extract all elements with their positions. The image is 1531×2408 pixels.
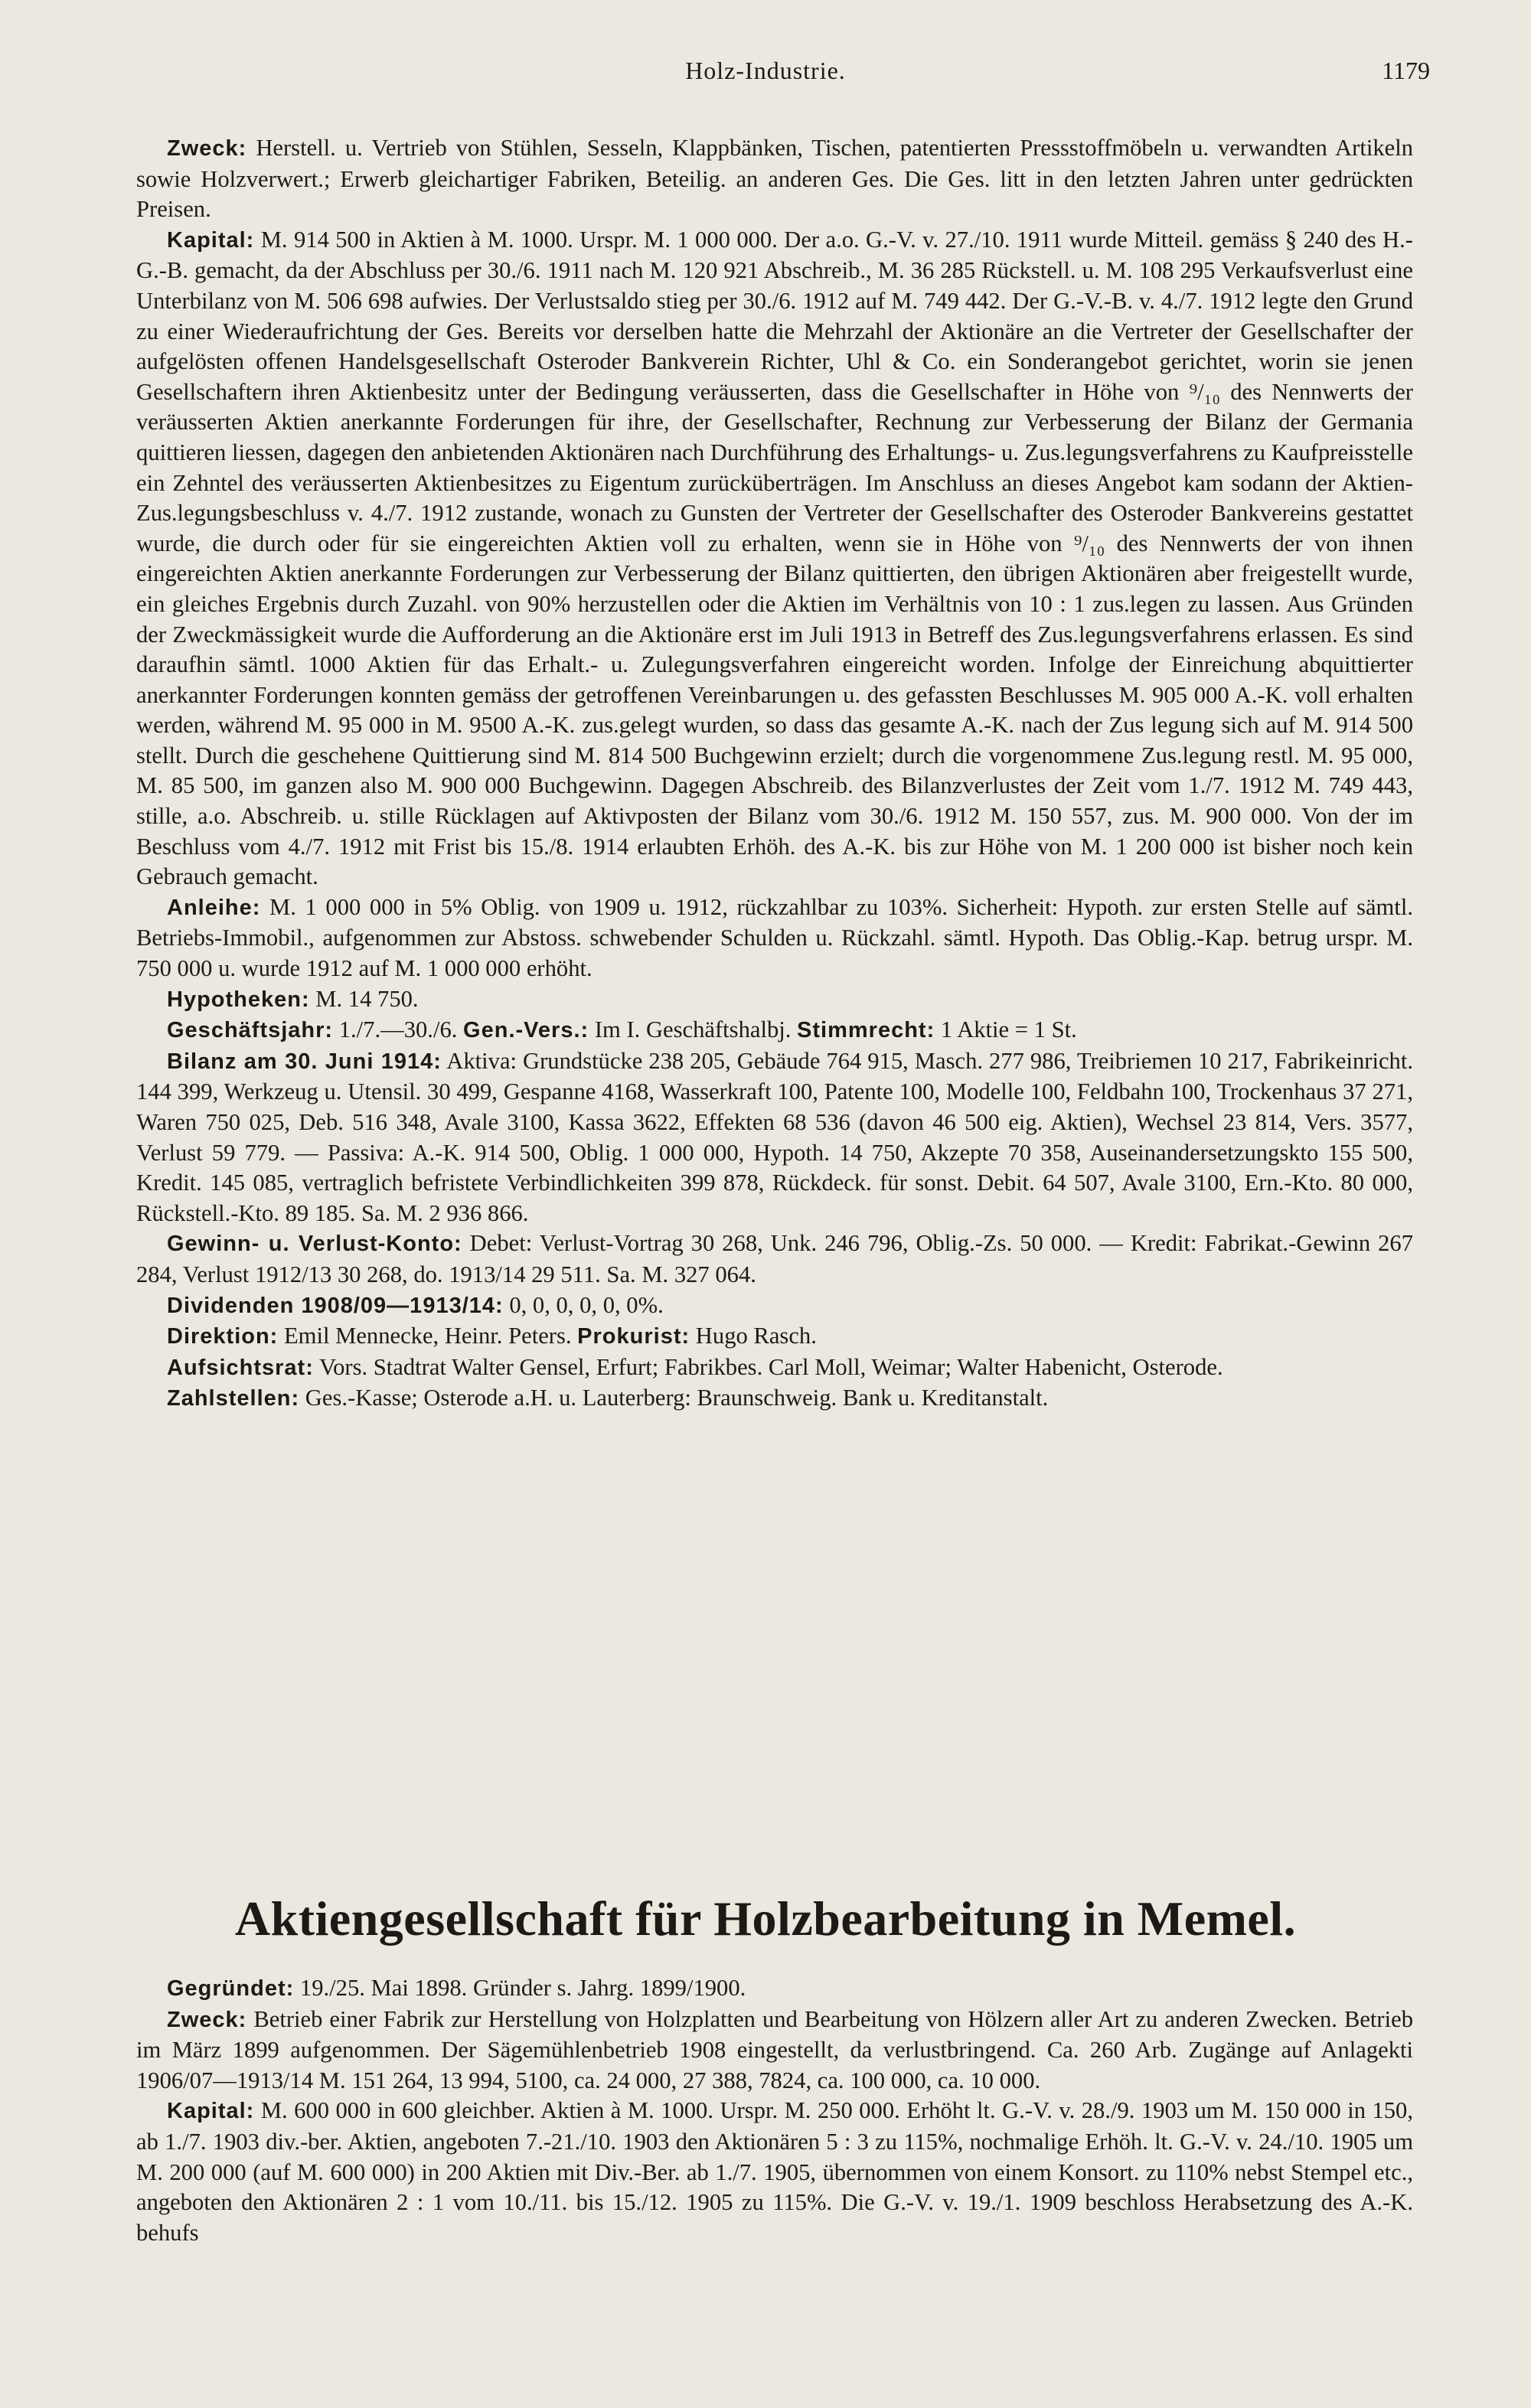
field-label: Dividenden 1908/09—1913/14: — [167, 1293, 504, 1318]
field-label: Direktion: — [167, 1324, 279, 1349]
field-text: Betrieb einer Fabrik zur Herstellung von Holzplatten und Bearbeitung von Hölzern aller Art zu anderen Zwecken. Betrieb im März 1899 aufgenommen. Der Sägemühlenbetrieb 1908 eingestellt, da verlustbringend. Ca. 260 Arb. Zugänge auf Anlagekti 1906/07—1913/14 M. 151 264, 13 994, 5100, ca. 24 000, 27 388, 7824, ca. 100 000, ca. 10 000. — [136, 2005, 1413, 2093]
field-text: 1 Aktie = 1 St. — [935, 1016, 1077, 1043]
field-label: Hypotheken: — [167, 987, 310, 1012]
field-text: 19./25. Mai 1898. Gründer s. Jahrg. 1899/1900. — [294, 1975, 746, 2001]
company-entry-memel — [136, 1973, 1413, 2248]
entry-paragraph-zweck — [136, 133, 1413, 225]
field-label: Geschäftsjahr: — [167, 1018, 334, 1043]
entry-paragraph-hypotheken — [136, 984, 1413, 1016]
field-label: Kapital: — [167, 2099, 255, 2124]
entry-paragraph-dividenden — [136, 1290, 1413, 1322]
field-label: Zahlstellen: — [167, 1386, 300, 1411]
entry-paragraph-kapital — [136, 225, 1413, 892]
field-text: Herstell. u. Vertrieb von Stühlen, Sesseln, Klappbänken, Tischen, patentierten Pressstoffmöbeln u. verwandten Artikeln sowie Holzverwert.; Erwerb gleichartiger Fabriken, Beteilig. an anderen Ges. Die Ges. litt in den letzten Jahren unter gedrückten Preisen. — [136, 135, 1413, 223]
running-head-title: Holz-Industrie. — [685, 57, 846, 84]
field-text: Hugo Rasch. — [690, 1323, 817, 1349]
entry-paragraph-gegruendet — [136, 1973, 1413, 2005]
field-label: Kapital: — [167, 227, 255, 253]
field-text: Im I. Geschäftshalbj. — [589, 1016, 798, 1043]
field-label: Anleihe: — [167, 895, 261, 920]
field-text: Aktiva: Grundstücke 238 205, Gebäude 764 915, Masch. 277 986, Treibriemen 10 217, Fabrikeinricht. 144 399, Werkzeug u. Utensil. 30 499, Gespanne 4168, Wasserkraft 100, Patente 100, Modelle 100, Feldbahn 100, Trockenhaus 37 271, Waren 750 025, Deb. 516 348, Avale 3100, Kassa 3622, Effekten 68 536 (davon 46 500 eig. Aktien), Wechsel 23 814, Vers. 3577, Verlust 59 779. — Passiva: A.-K. 914 500, Oblig. 1 000 000, Hypoth. 14 750, Akzepte 70 358, Auseinandersetzungskto 155 500, Kredit. 145 085, vertraglich befristete Verbindlichkeiten 399 878, Rückdeck. für sonst. Debit. 64 507, Avale 3100, Ern.-Kto. 80 000, Rückstell.-Kto. 89 185. Sa. M. 2 936 866. — [136, 1047, 1413, 1226]
company-entry-holzindustrie — [136, 133, 1413, 1414]
field-label: Gegründet: — [167, 1976, 295, 2001]
entry-paragraph-geschaeftsjahr — [136, 1015, 1413, 1046]
field-text: 0, 0, 0, 0, 0, 0%. — [503, 1291, 664, 1318]
section-heading: Aktiengesellschaft für Holzbearbeitung in Memel. — [234, 1891, 1297, 1946]
field-text: Ges.-Kasse; Osterode a.H. u. Lauterberg: Braunschweig. Bank u. Kreditanstalt. — [299, 1385, 1049, 1411]
field-text: Debet: Verlust-Vortrag 30 268, Unk. 246 796, Oblig.-Zs. 50 000. — Kredit: Fabrikat.-Gewinn 267 284, Verlust 1912/13 30 268, do. 1913/14 29 511. Sa. M. 327 064. — [136, 1230, 1413, 1287]
field-text: 1./7.—30./6. — [333, 1016, 464, 1043]
field-text: M. 14 750. — [309, 985, 419, 1012]
field-label: Bilanz am 30. Juni 1914: — [167, 1049, 442, 1074]
entry-paragraph-aufsichtsrat — [136, 1352, 1413, 1384]
field-label-gen-vers: Gen.-Vers.: — [463, 1018, 589, 1043]
field-label-prokurist: Prokurist: — [577, 1324, 690, 1349]
field-label: Gewinn- u. Verlust-Konto: — [167, 1232, 462, 1257]
field-text: M. 600 000 in 600 gleichber. Aktien à M. 1000. Urspr. M. 250 000. Erhöht lt. G.-V. v. 28./9. 1903 um M. 150 000 in 150, ab 1./7. 1903 div.-ber. Aktien, angeboten 7.-21./10. 1903 den Aktionären 5 : 3 zu 115%, nochmalige Erhöh. lt. G.-V. v. 24./10. 1905 um M. 200 000 (auf M. 600 000) in 200 Aktien mit Div.-Ber. ab 1./7. 1905, übernommen von einem Konsort. zu 110% nebst Stempel etc., angeboten den Aktionären 2 : 1 vom 10./11. bis 15./12. 1905 zu 115%. Die G.-V. v. 19./1. 1909 beschloss Herabsetzung des A.-K. behufs — [136, 2097, 1413, 2246]
entry-paragraph-zahlstellen — [136, 1383, 1413, 1414]
field-text: Emil Mennecke, Heinr. Peters. — [278, 1323, 578, 1349]
entry-paragraph-kapital — [136, 2096, 1413, 2248]
field-text: M. 914 500 in Aktien à M. 1000. Urspr. M. 1 000 000. Der a.o. G.-V. v. 27./10. 1911 wurde Mitteil. gemäss § 240 des H.-G.-B. gemacht, da der Abschluss per 30./6. 1911 nach M. 120 921 Abschreib., M. 36 285 Rückstell. u. M. 108 295 Verkaufsverlust eine Unterbilanz von M. 506 698 aufwies. Der Verlustsaldo stieg per 30./6. 1912 auf M. 749 442. Der G.-V.-B. v. 4./7. 1912 legte den Grund zu einer Wiederaufrichtung der Ges. Bereits vor derselben hatte die Mehrzahl der Aktionäre an die Vertreter der Gesellschafter der aufgelösten offenen Handelsgesellschaft Osteroder Bankverein Richter, Uhl & Co. ein Sonderangebot gerichtet, worin sie jenen Gesellschaftern ihren Aktienbesitz unter der Bedingung veräusserten, dass die Gesellschafter in Höhe von ⁹/₁₀ des Nennwerts der veräusserten Aktien anerkannte Forderungen für ihre, der Gesellschafter, Rechnung zur Verbesserung der Bilanz der Germania quittieren liessen, dagegen den anbietenden Aktionären nach Durchführung des Erhaltungs- u. Zus.legungsverfahrens zu Kaufpreisstelle ein Zehntel des veräusserten Aktienbesitzes zu Eigentum zurücküberträgen. Im Anschluss an dieses Angebot kam sodann der Aktien-Zus.legungsbeschluss v. 4./7. 1912 zustande, wonach zu Gunsten der Vertreter der Gesellschafter des Osteroder Bankvereins gestattet wurde, die durch oder für sie eingereichten Aktien voll zu erhalten, wenn sie in Höhe von ⁹/₁₀ des Nennwerts der von ihnen eingereichten Aktien anerkannte Forderungen zur Verbesserung der Bilanz quittierten, den übrigen Aktionären aber freigestellt wurde, ein gleiches Ergebnis durch Zuzahl. von 90% herzustellen oder die Aktien im Verhältnis von 10 : 1 zus.legen zu lassen. Aus Gründen der Zweckmässigkeit wurde die Aufforderung an die Aktionäre erst im Juli 1913 in Betreff des Zus.legungsverfahrens erlassen. Es sind daraufhin sämtl. 1000 Aktien für das Erhalt.- u. Zulegungsverfahren eingereicht worden. Infolge der Einreichung abquittierter anerkannter Forderungen konnten gemäss der getroffenen Vereinbarungen u. des gefassten Beschlusses M. 905 000 A.-K. voll erhalten werden, während M. 95 000 in M. 9500 A.-K. zus.gelegt wurden, so dass das gesamte A.-K. nach der Zus legung sich auf M. 914 500 stellt. Durch die geschehene Quittierung sind M. 814 500 Buchgewinn erzielt; durch die vorgenommene Zus.legung restl. M. 95 000, M. 85 500, im ganzen also M. 900 000 Buchgewinn. Dagegen Abschreib. des Bilanzverlustes der Zeit vom 1./7. 1912 M. 749 443, stille, a.o. Abschreib. u. stille Rücklagen auf Aktivposten der Bilanz vom 30./6. 1912 M. 150 557, zus. M. 900 000. Von der im Beschluss vom 4./7. 1912 mit Frist bis 15./8. 1914 erlaubten Erhöh. des A.-K. bis zur Höhe von M. 1 200 000 ist bisher noch kein Gebrauch gemacht. — [136, 226, 1413, 890]
page-number: 1179 — [1382, 57, 1430, 84]
entry-paragraph-zweck — [136, 2005, 1413, 2096]
field-label: Zweck: — [167, 136, 247, 161]
entry-paragraph-anleihe — [136, 892, 1413, 984]
field-text: Vors. Stadtrat Walter Gensel, Erfurt; Fabrikbes. Carl Moll, Weimar; Walter Habenicht, Osterode. — [313, 1353, 1223, 1380]
entry-paragraph-bilanz — [136, 1046, 1413, 1229]
field-text: M. 1 000 000 in 5% Oblig. von 1909 u. 1912, rückzahlbar zu 103%. Sicherheit: Hypoth. zur ersten Stelle auf sämtl. Betriebs-Immobil., aufgenommen zur Abstoss. schwebender Schulden u. Rückzahl. sämtl. Hypoth. Das Oblig.-Kap. betrug urspr. M. 750 000 u. wurde 1912 auf M. 1 000 000 erhöht. — [136, 893, 1413, 982]
entry-paragraph-direktion — [136, 1321, 1413, 1352]
entry-paragraph-gewinn-verlust — [136, 1228, 1413, 1290]
field-label: Zweck: — [167, 2007, 247, 2032]
running-header — [0, 57, 1531, 87]
field-label: Aufsichtsrat: — [167, 1355, 314, 1380]
field-label-stimmrecht: Stimmrecht: — [797, 1018, 935, 1043]
